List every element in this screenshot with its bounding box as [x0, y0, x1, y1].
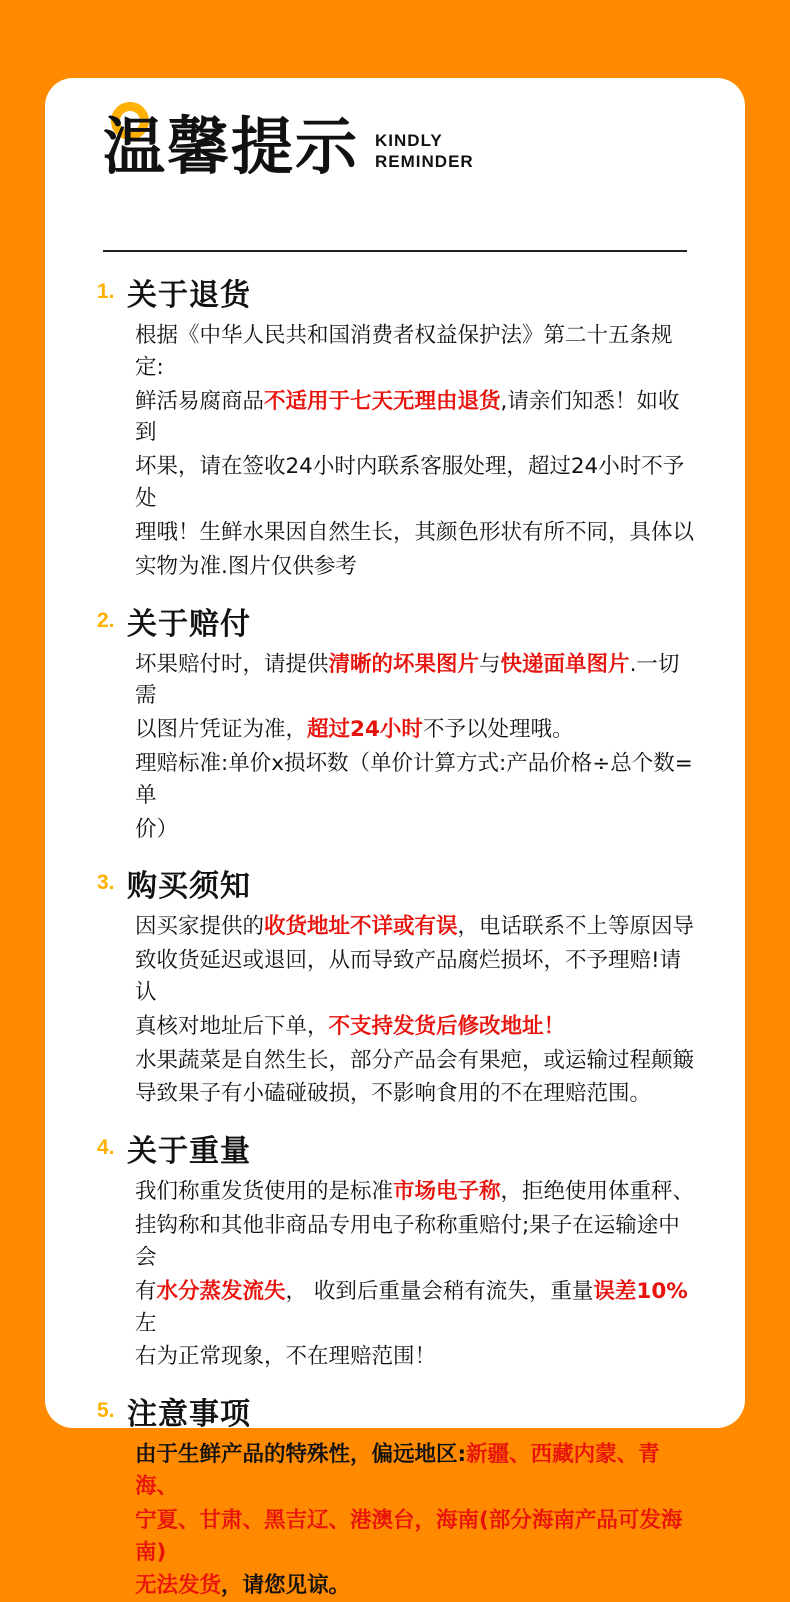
highlight-text: 市场电子称 — [393, 1179, 501, 1205]
body-text: 与 — [479, 651, 501, 677]
section-header — [93, 1126, 697, 1170]
body-text: 致收货延迟或退回，从而导致产品腐烂损坏，不予理赔!请认 — [135, 948, 682, 1005]
section-line — [135, 945, 697, 1009]
section-number: 1. — [97, 280, 115, 303]
highlight-text: 收货地址不详或有误 — [264, 914, 458, 940]
section-body — [93, 1176, 697, 1373]
section-body — [93, 320, 697, 583]
body-text: .一切需 — [135, 651, 680, 709]
body-text: 坏果，请在签收24小时内联系客服处理，超过24小时不予处 — [135, 454, 685, 512]
section-line — [135, 1210, 697, 1274]
section-title: 关于赔付 — [127, 606, 251, 642]
reminder-card — [45, 78, 745, 1599]
highlight-text: 误差10% — [593, 1278, 688, 1304]
section — [93, 1389, 697, 1602]
body-text: ， 收到后重量会稍有流失，重量 — [285, 1278, 594, 1304]
body-text: ，电话联系不上等原因导 — [457, 914, 695, 940]
highlight-text: 快递面单图片 — [500, 651, 630, 677]
body-text: 以图片凭证为准， — [135, 717, 308, 743]
body-text: 坏果赔付时，请提供 — [135, 651, 329, 677]
section-line — [135, 1045, 697, 1077]
section-header — [93, 599, 697, 643]
section-line — [135, 1341, 697, 1373]
section-line — [135, 1176, 697, 1208]
section — [93, 861, 697, 1110]
body-text: 水果蔬菜是自然生长，部分产品会有果疤，或运输过程颠簸 — [135, 1047, 695, 1073]
body-text: 有 — [135, 1278, 157, 1304]
body-text: 我们称重发货使用的是标准 — [135, 1179, 394, 1205]
section-title: 关于退货 — [127, 278, 251, 313]
section-line — [135, 649, 697, 713]
title-en-line2: REMINDER — [375, 151, 474, 171]
page-title-en — [375, 130, 474, 179]
section-body — [93, 911, 697, 1110]
highlight-text: 不支持发货后修改地址！ — [328, 1013, 566, 1039]
section-number: 4. — [97, 1136, 115, 1160]
section — [93, 270, 697, 583]
section-line — [135, 1011, 697, 1043]
section-line — [135, 814, 697, 846]
section-title: 关于重量 — [127, 1134, 251, 1170]
section-number: 2. — [97, 608, 115, 632]
section-line — [135, 714, 697, 746]
title-wrap — [103, 110, 745, 183]
body-text: 导致果子有小磕碰破损，不影响食用的不在理赔范围。 — [135, 1081, 652, 1107]
body-text: ，拒绝使用体重秤、 — [500, 1179, 695, 1205]
section-line — [135, 911, 697, 943]
section — [93, 1126, 697, 1373]
body-text: 不予以处理哦。 — [422, 717, 574, 743]
section-line — [135, 386, 697, 450]
section-line — [135, 1276, 697, 1340]
page-title: 温馨提示 — [103, 110, 360, 183]
section-line — [135, 748, 697, 812]
section-title: 购买须知 — [127, 869, 251, 905]
body-text: 因买家提供的 — [135, 914, 265, 940]
title-en-line1: KINDLY — [375, 130, 443, 150]
highlight-text: 无法发货 — [135, 1573, 222, 1599]
highlight-text: 水分蒸发流失 — [156, 1278, 286, 1304]
body-text: 价） — [135, 816, 179, 842]
body-text: 根据《中华人民共和国消费者权益保护法》第二十五条规定: — [135, 323, 673, 380]
section-line — [135, 1570, 697, 1602]
body-text: 由于生鲜产品的特殊性，偏远地区: — [135, 1442, 467, 1468]
section-body — [93, 1439, 697, 1602]
highlight-text: 宁夏、甘肃、黑吉辽、港澳台，海南(部分海南产品可发海南) — [135, 1507, 683, 1565]
section-number: 5. — [97, 1399, 115, 1423]
body-text: 鲜活易腐商品 — [135, 388, 265, 414]
body-text: 理赔标准:单价x损坏数（单价计算方式:产品价格÷总个数=单 — [135, 750, 693, 808]
body-text: 挂钩称和其他非商品专用电子称称重赔付;果子在运输途中会 — [135, 1213, 680, 1270]
highlight-text: 超过24小时 — [307, 717, 423, 743]
section-header — [93, 270, 697, 314]
section-line — [135, 551, 697, 583]
body-text: 右为正常现象，不在理赔范围！ — [135, 1344, 437, 1370]
body-text: 真核对地址后下单， — [135, 1013, 329, 1039]
body-text: 理哦！生鲜水果因自然生长，其颜色形状有所不同，具体以 — [135, 519, 695, 545]
highlight-text: 不适用于七天无理由退货 — [264, 388, 501, 414]
body-text: ,请亲们知悉！如收到 — [135, 388, 680, 446]
section-title: 注意事项 — [127, 1397, 251, 1433]
highlight-text: 新疆、西藏内蒙、青海、 — [135, 1442, 660, 1499]
section-body — [93, 649, 697, 846]
body-text: ，请您见谅。 — [221, 1573, 351, 1599]
section-header — [93, 1389, 697, 1433]
section — [93, 599, 697, 846]
highlight-text: 清晰的坏果图片 — [328, 651, 480, 677]
card-header — [45, 78, 745, 228]
body-text: 左 — [135, 1310, 157, 1336]
section-number: 3. — [97, 871, 115, 895]
sections-container — [45, 252, 745, 1602]
section-line — [135, 451, 697, 515]
section-line — [135, 1078, 697, 1110]
body-text: 实物为准.图片仅供参考 — [135, 553, 357, 579]
section-line — [135, 320, 697, 384]
section-header — [93, 861, 697, 905]
section-line — [135, 1505, 697, 1569]
section-line — [135, 517, 697, 549]
